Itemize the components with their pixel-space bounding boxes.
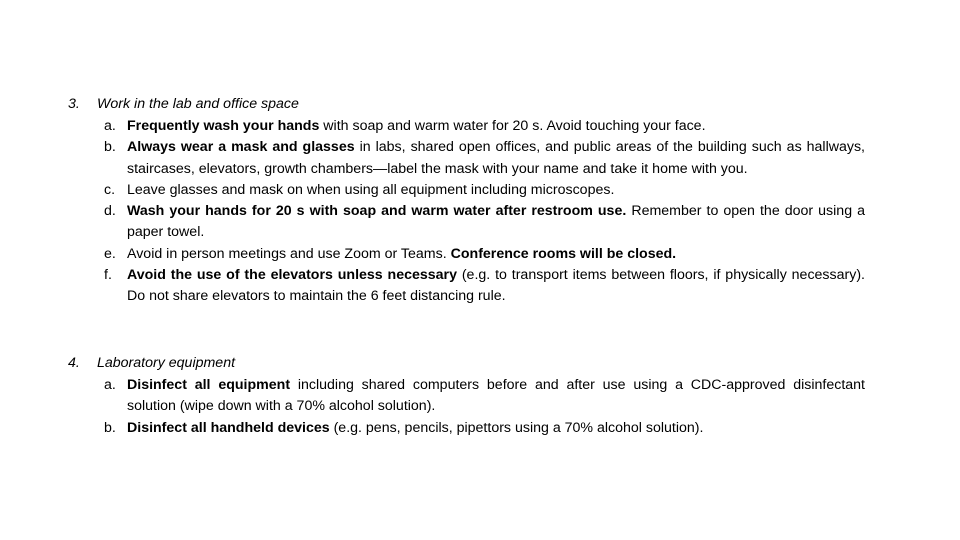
item-bold-text: Disinfect all equipment — [127, 377, 291, 393]
item-marker: f. — [104, 267, 112, 284]
item-list — [68, 375, 868, 439]
section-4 — [68, 354, 868, 439]
item-marker: b. — [104, 419, 116, 436]
item-marker: e. — [104, 245, 116, 262]
list-item — [68, 201, 865, 244]
list-item — [68, 180, 865, 201]
item-text: with soap and warm water for 20 s. Avoid touching your face. — [319, 118, 706, 134]
item-marker: a. — [104, 377, 116, 393]
item-bold-text: Frequently wash your hands — [127, 118, 320, 134]
item-marker: a. — [104, 118, 116, 134]
item-marker: c. — [104, 181, 116, 198]
section-number: 3. — [68, 96, 80, 112]
section-heading — [68, 95, 868, 113]
item-bold-text: Disinfect all handheld devices — [127, 419, 330, 436]
list-item — [68, 137, 865, 180]
item-bold-text: Conference rooms will be closed. — [450, 245, 677, 262]
section-title: Laboratory equipment — [97, 355, 236, 371]
item-text: Leave glasses and mask on when using all equipment including microscopes. — [127, 181, 615, 198]
section-number: 4. — [68, 355, 80, 371]
list-item — [68, 418, 865, 439]
list-item — [68, 244, 865, 265]
section-title: Work in the lab and office space — [97, 96, 299, 112]
list-item — [68, 265, 865, 308]
list-item — [68, 375, 865, 418]
item-marker: d. — [104, 203, 116, 220]
item-text: (e.g. to transport items between floors, if physically necessary). Do not share elevators to maintain the 6 feet distancing rule. — [127, 267, 865, 305]
item-text: (e.g. pens, pencils, pipettors using a 70% alcohol solution). — [329, 419, 704, 436]
item-text: Remember to open the door using a paper towel. — [127, 203, 866, 241]
item-text: in labs, shared open offices, and public areas of the building such as hallways, staircases, elevators, growth chambers—label the mask with your name and take it home with you. — [127, 139, 865, 177]
section-heading — [68, 354, 868, 372]
section-3 — [68, 95, 868, 308]
item-bold-text: Avoid the use of the elevators unless necessary — [127, 267, 457, 284]
item-bold-text: Wash your hands for 20 s with soap and warm water after restroom use. — [127, 203, 627, 220]
item-marker: b. — [104, 139, 116, 156]
item-text: including shared computers before and after use using a CDC-approved disinfectant solution (wipe down with a 70% alcohol solution). — [127, 377, 865, 415]
item-list — [68, 116, 868, 308]
list-item — [68, 116, 865, 137]
item-text: Avoid in person meetings and use Zoom or Teams. — [127, 245, 451, 262]
item-bold-text: Always wear a mask and glasses — [127, 139, 355, 156]
